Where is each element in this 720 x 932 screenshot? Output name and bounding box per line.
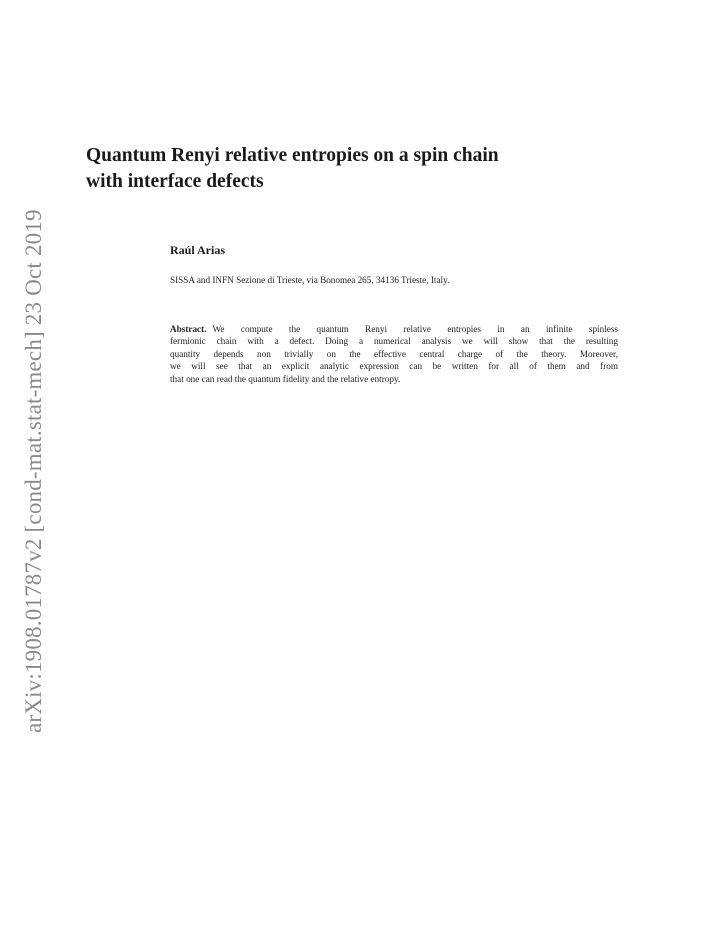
abstract-line-3: quantity depends non trivially on the effective central charge of the theory. Moreover, [170, 348, 618, 359]
abstract-label: Abstract. [170, 324, 207, 334]
abstract-line-1 [170, 323, 618, 335]
author-affiliation: SISSA and INFN Sezione di Trieste, via Bonomea 265, 34136 Trieste, Italy. [170, 275, 450, 285]
abstract-text-line-1: We compute the quantum Renyi relative entropies in an infinite spinless [212, 324, 618, 334]
paper-title [86, 143, 626, 195]
title-line-1: Quantum Renyi relative entropies on a spin chain [86, 145, 499, 166]
abstract-line-5: that one can read the quantum fidelity and the relative entropy. [170, 373, 401, 384]
abstract [170, 323, 618, 385]
author-name: Raúl Arias [170, 243, 226, 257]
arxiv-identifier-stamp[interactable]: arXiv:1908.01787v2 [cond-mat.stat-mech] 23 Oct 2019 [21, 209, 46, 733]
abstract-line-4: we will see that an explicit analytic expression can be written for all of them and from [170, 361, 618, 372]
abstract-line-2: fermionic chain with a defect. Doing a numerical analysis we will show that the resulting [170, 336, 618, 347]
title-line-2: with interface defects [86, 171, 264, 192]
